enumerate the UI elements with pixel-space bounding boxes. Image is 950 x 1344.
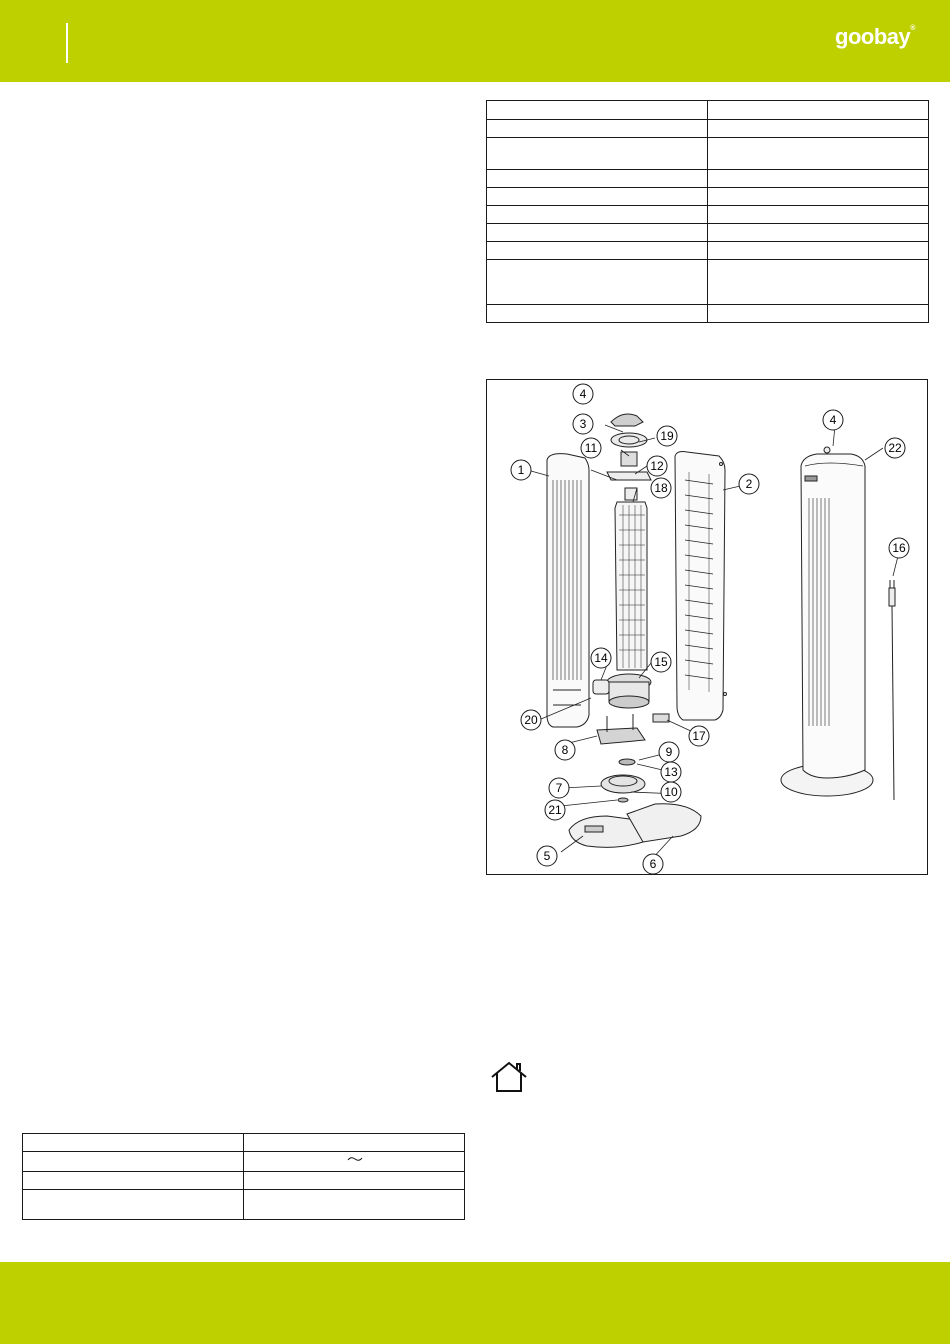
callout-4	[823, 410, 843, 430]
table-row	[487, 101, 929, 120]
spec-table-top	[486, 100, 929, 323]
table-row	[487, 224, 929, 242]
table-cell	[487, 101, 708, 120]
callout-label: 20	[524, 713, 538, 727]
footer-band	[0, 1262, 950, 1344]
table-cell	[23, 1152, 244, 1172]
callout-label: 5	[543, 849, 551, 863]
rotor-plate-part	[601, 775, 645, 793]
table-cell	[244, 1134, 465, 1152]
callout-8	[555, 740, 575, 760]
switch-part	[653, 714, 669, 722]
table-cell	[487, 305, 708, 323]
table-cell	[487, 170, 708, 188]
table-row	[487, 305, 929, 323]
table-cell	[487, 138, 708, 170]
callout-label: 6	[649, 857, 657, 871]
table-cell	[708, 224, 929, 242]
table-cell	[23, 1172, 244, 1190]
callout-label: 15	[654, 655, 668, 669]
table-row	[23, 1190, 465, 1220]
power-cord-part	[889, 580, 895, 800]
registered-mark: ®	[910, 25, 915, 32]
callout-4	[573, 384, 593, 404]
house-icon	[489, 1060, 529, 1094]
control-board-part	[611, 433, 647, 447]
callout-label: 3	[579, 417, 587, 431]
callout-20	[521, 710, 541, 730]
callout-19	[657, 426, 677, 446]
table-row	[487, 170, 929, 188]
callout-15	[651, 652, 671, 672]
callout-2	[739, 474, 759, 494]
parts-drawing	[487, 380, 927, 874]
callout-6	[643, 854, 663, 874]
callout-label: 7	[555, 781, 563, 795]
table-row	[487, 188, 929, 206]
callout-13	[661, 762, 681, 782]
callout-7	[549, 778, 569, 798]
callout-label: 4	[579, 387, 587, 401]
table-cell	[708, 138, 929, 170]
table-row	[487, 120, 929, 138]
exploded-parts-diagram	[486, 379, 928, 875]
callout-16	[889, 538, 909, 558]
callout-21	[545, 800, 565, 820]
impeller-part	[615, 488, 647, 670]
callout-label: 11	[584, 441, 598, 455]
callout-9	[659, 742, 679, 762]
callout-label: 12	[650, 459, 664, 473]
spec-table-bottom	[22, 1133, 465, 1220]
callout-label: 10	[664, 785, 678, 799]
table-row	[23, 1152, 465, 1172]
table-cell	[708, 170, 929, 188]
table-cell	[708, 242, 929, 260]
callout-label: 18	[654, 481, 668, 495]
capacitor-part	[593, 680, 609, 694]
table-cell	[708, 305, 929, 323]
callout-3	[573, 414, 593, 434]
callout-1	[511, 460, 531, 480]
header-band	[0, 0, 950, 82]
callout-label: 2	[745, 477, 753, 491]
callout-12	[647, 456, 667, 476]
header-divider	[66, 23, 68, 63]
table-cell	[708, 260, 929, 305]
table-cell	[244, 1190, 465, 1220]
table-row	[487, 206, 929, 224]
callout-label: 4	[829, 413, 837, 427]
table-row	[487, 260, 929, 305]
table-cell	[487, 120, 708, 138]
callout-label: 14	[594, 651, 608, 665]
base-bracket-part	[597, 714, 645, 744]
rear-housing-part	[675, 452, 727, 721]
alternating-current-icon	[347, 1155, 363, 1163]
bearing-part	[618, 798, 628, 802]
table-cell	[487, 260, 708, 305]
table-cell	[708, 120, 929, 138]
callout-10	[661, 782, 681, 802]
callout-label: 17	[692, 729, 706, 743]
table-cell	[23, 1134, 244, 1152]
table-row	[23, 1172, 465, 1190]
callout-label: 1	[517, 463, 525, 477]
front-housing-part	[547, 454, 589, 727]
brand-logo	[835, 22, 915, 52]
table-cell	[487, 188, 708, 206]
gear-part	[619, 759, 635, 765]
table-row	[487, 242, 929, 260]
table-cell	[487, 206, 708, 224]
table-cell	[708, 101, 929, 120]
table-cell	[708, 206, 929, 224]
brand-logo-text: goobay	[835, 24, 911, 49]
table-row	[487, 138, 929, 170]
assembled-fan	[781, 447, 873, 796]
callout-14	[591, 648, 611, 668]
callout-5	[537, 846, 557, 866]
callout-label: 8	[561, 743, 569, 757]
callout-11	[581, 438, 601, 458]
callout-label: 13	[664, 765, 678, 779]
top-cover-part	[611, 414, 643, 426]
table-cell	[487, 242, 708, 260]
table-cell	[708, 188, 929, 206]
callout-18	[651, 478, 671, 498]
callout-label: 21	[548, 803, 562, 817]
callout-label: 22	[888, 441, 902, 455]
callout-label: 19	[660, 429, 674, 443]
table-row	[23, 1134, 465, 1152]
table-cell	[487, 224, 708, 242]
callout-17	[689, 726, 709, 746]
callout-label: 16	[892, 541, 906, 555]
table-cell	[23, 1190, 244, 1220]
table-cell	[244, 1172, 465, 1190]
upper-bracket-part	[607, 452, 651, 480]
callout-22	[885, 438, 905, 458]
callout-label: 9	[665, 745, 673, 759]
motor-part	[607, 674, 651, 708]
